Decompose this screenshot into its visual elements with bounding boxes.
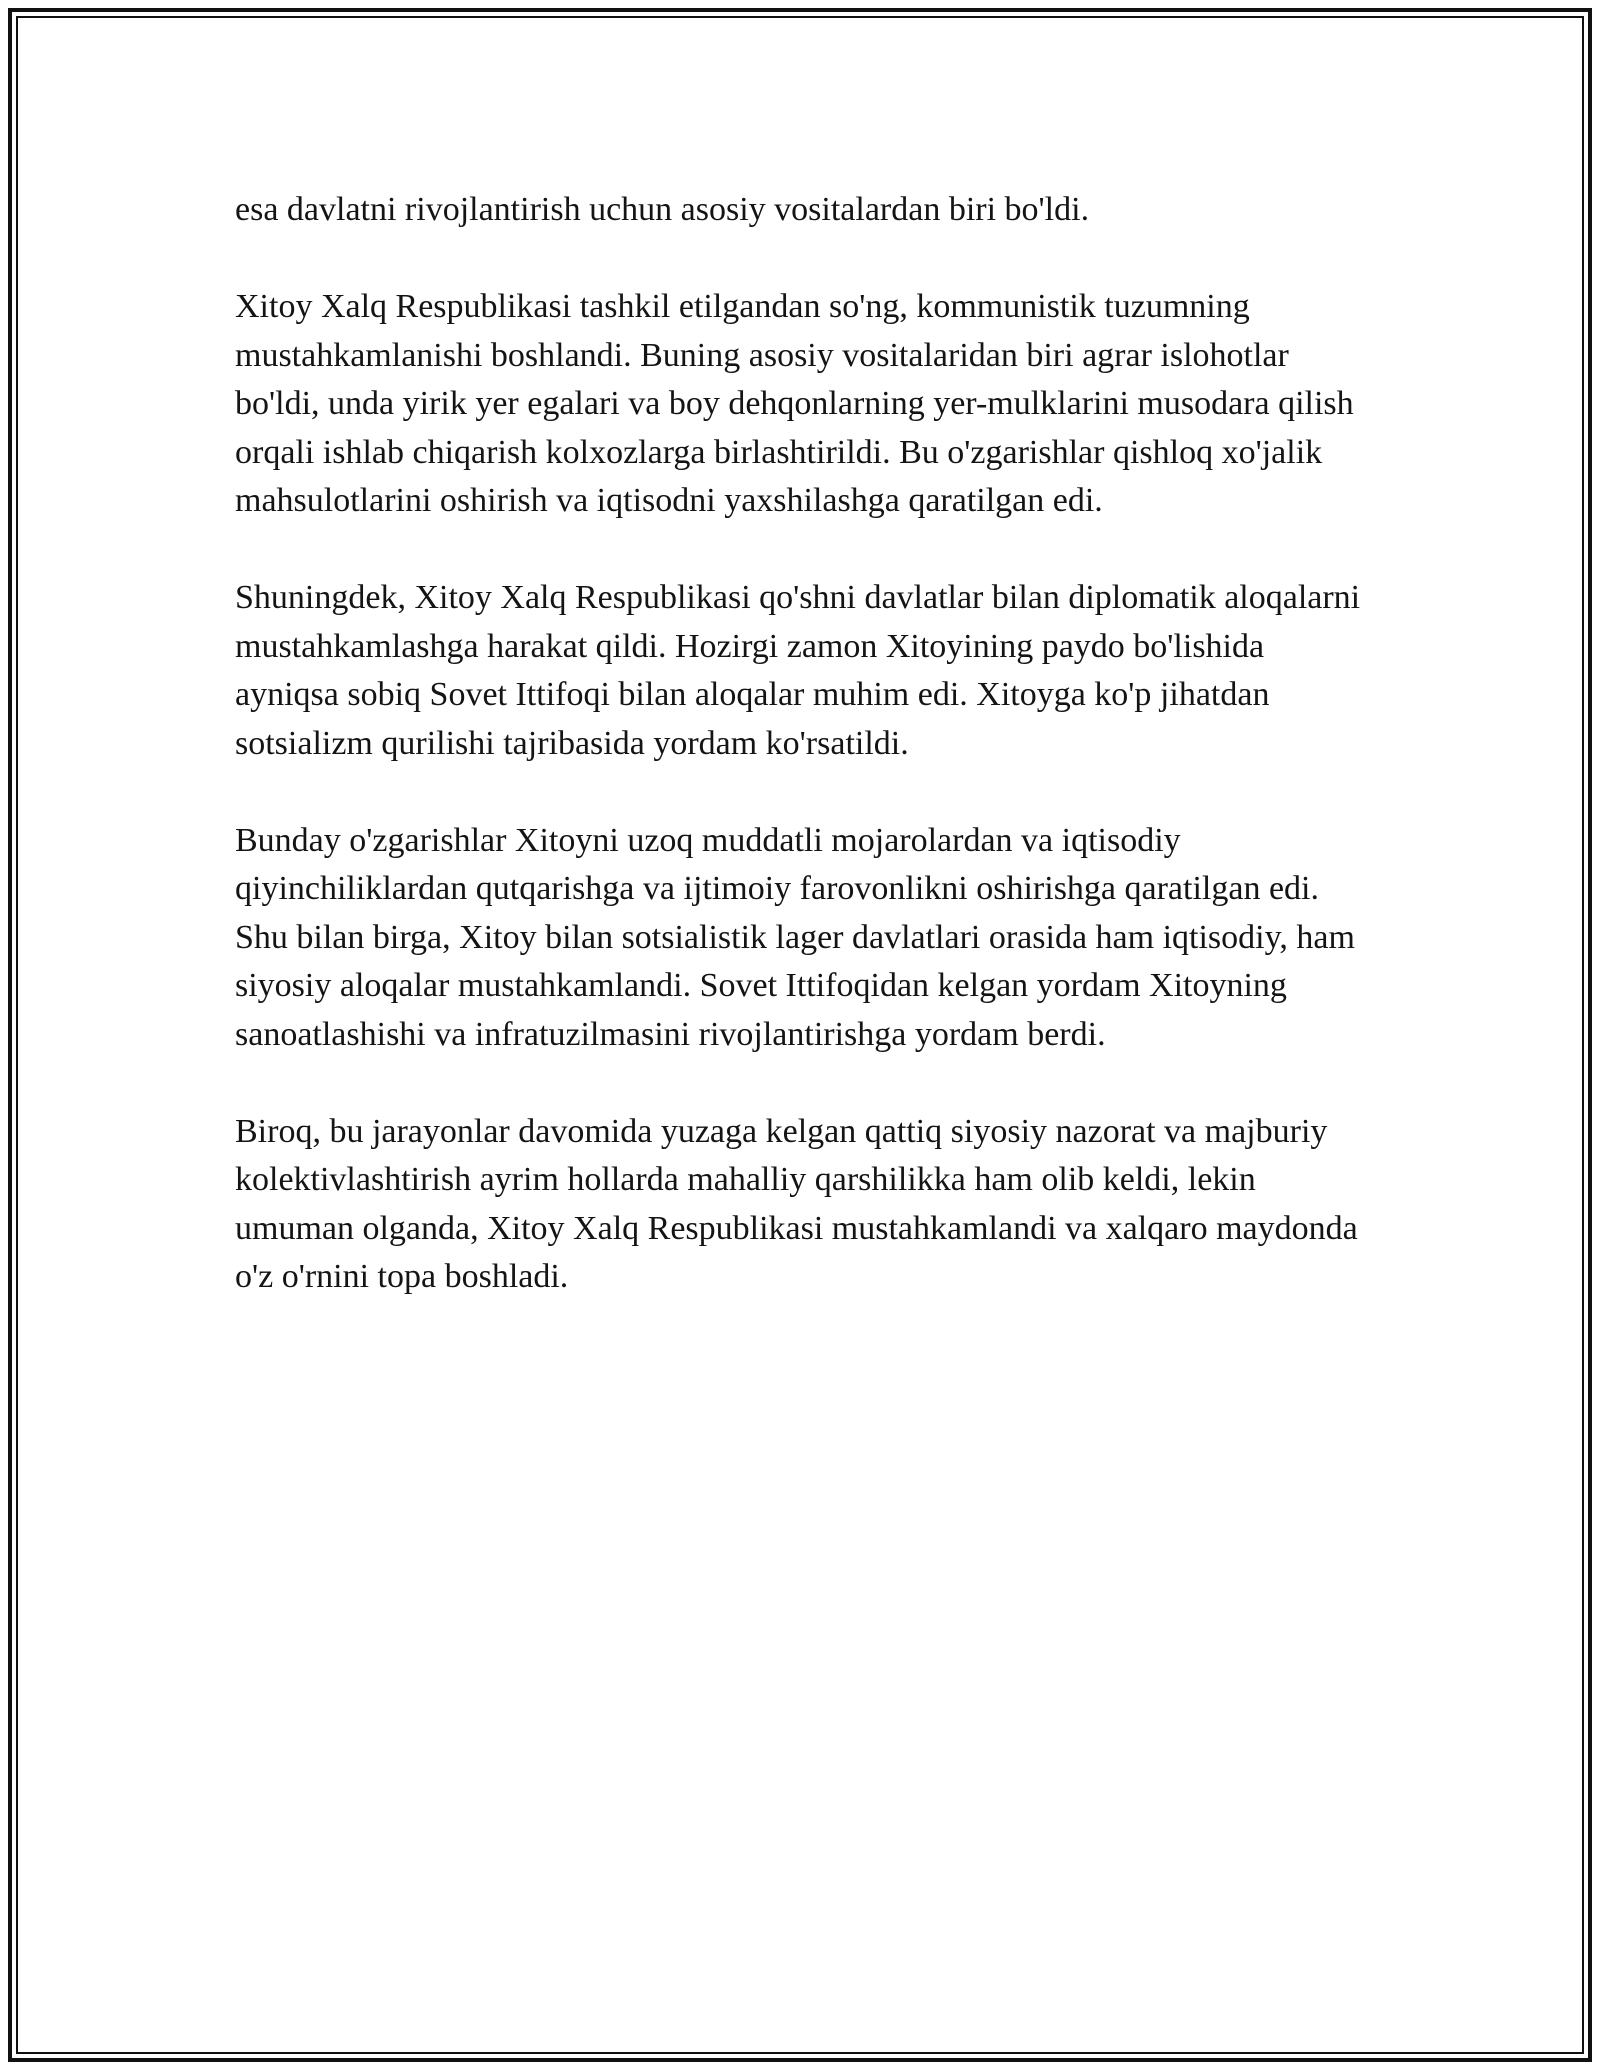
paragraph-4: Bunday o'zgarishlar Xitoyni uzoq muddatli mojarolardan va iqtisodiy qiyinchiliklardan qutqarishga va ijtimoiy farovonlikni oshirishga qaratilgan edi. Shu bilan birga, Xitoy bilan sotsialistik lager davlatlari orasida ham iqtisodiy, ham siyosiy aloqalar mustahkamlandi. Sovet Ittifoqidan kelgan yordam Xitoyning sanoatlashishi va infratuzilmasini rivojlantirishga yordam berdi. — [235, 821, 1355, 1053]
document-body — [235, 186, 1375, 1350]
paragraph-3: Shuningdek, Xitoy Xalq Respublikasi qo'shni davlatlar bilan diplomatik aloqalarni mustahkamlashga harakat qildi. Hozirgi zamon Xitoyining paydo bo'lishida ayniqsa sobiq Sovet Ittifoqi bilan aloqalar muhim edi. Xitoyga ko'p jihatdan sotsializm qurilishi tajribasida yordam ko'rsatildi. — [235, 579, 1361, 762]
paragraph-2: Xitoy Xalq Respublikasi tashkil etilgandan so'ng, kommunistik tuzumning mustahkamlanishi boshlandi. Buning asosiy vositalaridan biri agrar islohotlar bo'ldi, unda yirik yer egalari va boy dehqonlarning yer-mulklarini musodara qilish orqali ishlab chiqarish kolxozlarga birlashtirildi. Bu o'zgarishlar qishloq xo'jalik mahsulotlarini oshirish va iqtisodni yaxshilashga qaratilgan edi. — [235, 288, 1354, 519]
paragraph-1: esa davlatni rivojlantirish uchun asosiy vositalardan biri bo'ldi. — [235, 191, 1090, 228]
paragraph-5: Biroq, bu jarayonlar davomida yuzaga kelgan qattiq siyosiy nazorat va majburiy kolektivlashtirish ayrim hollarda mahalliy qarshilikka ham olib keldi, lekin umuman olganda, Xitoy Xalq Respublikasi mustahkamlandi va xalqaro maydonda o'z o'rnini topa boshladi. — [235, 1112, 1358, 1295]
